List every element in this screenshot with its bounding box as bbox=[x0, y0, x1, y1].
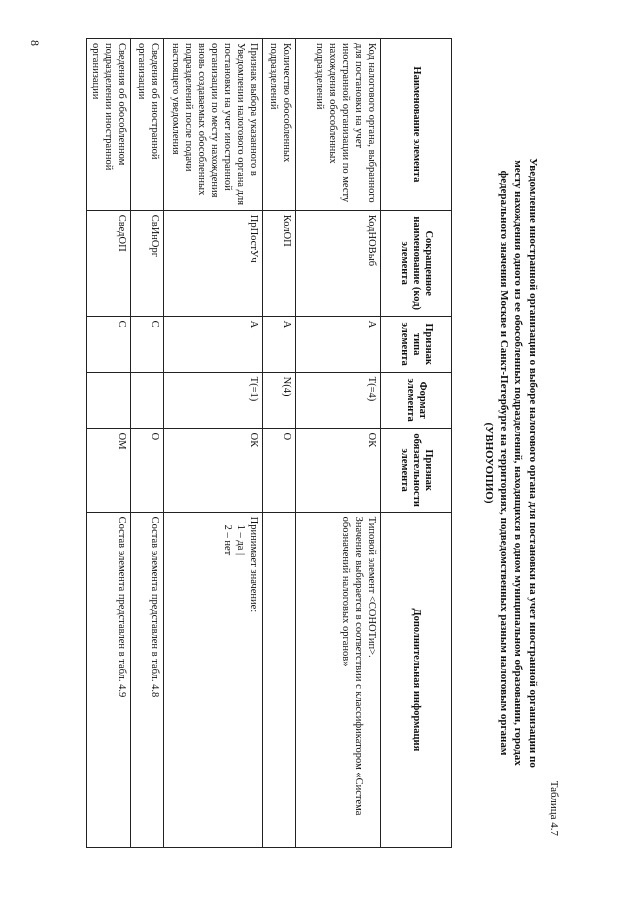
cell-format bbox=[87, 372, 131, 428]
cell-type: А bbox=[164, 316, 263, 372]
cell-name: Сведения об обособленном подразделении иностранной организации bbox=[87, 39, 131, 211]
cell-format: N(4) bbox=[263, 372, 296, 428]
table-header-row bbox=[381, 39, 452, 848]
header-info: Дополнительная информация bbox=[381, 512, 452, 847]
cell-type: А bbox=[296, 316, 381, 372]
table-row bbox=[131, 39, 164, 848]
header-format: Формат элемента bbox=[381, 372, 452, 428]
title-line: (УВНОУОПИО) bbox=[483, 422, 496, 504]
cell-code: КолОП bbox=[263, 210, 296, 316]
cell-info bbox=[131, 512, 164, 847]
cell-required: ОК bbox=[296, 428, 381, 512]
cell-name: Признак выбора указанного в Уведомлении налогового органа для постановки на учет иностранной организации по месту нахождения вновь создаваемых обособленных подразделений после подачи настоящего уведомления bbox=[164, 39, 263, 211]
cell-info bbox=[87, 512, 131, 847]
cell-code: КодНОВыб bbox=[296, 210, 381, 316]
info-line: Типовой элемент <СОНОТип>. bbox=[366, 516, 377, 658]
cell-info bbox=[296, 512, 381, 847]
cell-type: С bbox=[87, 316, 131, 372]
rotated-page-content bbox=[84, 38, 562, 848]
cell-required: О bbox=[263, 428, 296, 512]
header-name: Наименование элемента bbox=[381, 39, 452, 211]
cell-type: С bbox=[131, 316, 164, 372]
info-line: Состав элемента представлен в табл. 4.9 bbox=[116, 516, 127, 698]
cell-required: О bbox=[131, 428, 164, 512]
cell-info bbox=[164, 512, 263, 847]
info-line: Принимает значение: bbox=[248, 516, 259, 613]
cell-name: Количество обособленных подразделений bbox=[263, 39, 296, 211]
table-row bbox=[263, 39, 296, 848]
header-required: Признак обязательности элемента bbox=[381, 428, 452, 512]
cell-name: Сведения об иностранной организации bbox=[131, 39, 164, 211]
cell-info bbox=[263, 512, 296, 847]
info-line: 1 – да | bbox=[235, 524, 246, 556]
header-code: Сокращенное наименование (код) элемента bbox=[381, 210, 452, 316]
page-number: 8 bbox=[28, 40, 42, 46]
title-line: месту нахождения одного из ее обособленных подразделений, находящихся в одном муниципальном образовании, городах bbox=[512, 160, 525, 766]
table-row bbox=[164, 39, 263, 848]
cell-format bbox=[131, 372, 164, 428]
cell-code: ПрПостУч bbox=[164, 210, 263, 316]
elements-table bbox=[86, 38, 452, 848]
title-line: Уведомление иностранной организации о выборе налогового органа для постановки на учет иностранной организации по bbox=[527, 158, 539, 768]
cell-name: Код налогового органа, выбранного для постановки на учет иностранной организации по месту нахождения обособленных подразделений bbox=[296, 39, 381, 211]
info-line: 2 – нет bbox=[222, 524, 233, 556]
cell-code: СведОП bbox=[87, 210, 131, 316]
cell-format: Т(=1) bbox=[164, 372, 263, 428]
title-line: федерального значения Москве и Санкт-Петербурге на территориях, подведомственных разным налоговым органам bbox=[498, 170, 510, 756]
table-row bbox=[87, 39, 131, 848]
cell-type: А bbox=[263, 316, 296, 372]
info-line: Состав элемента представлен в табл. 4.8 bbox=[149, 516, 160, 698]
header-type: Признак типа элемента bbox=[381, 316, 452, 372]
table-label: Таблица 4.7 bbox=[548, 780, 560, 836]
cell-code: СвИнОрг bbox=[131, 210, 164, 316]
table-title bbox=[482, 118, 540, 808]
info-line: Значение выбирается в соответствии с классификатором «Система обозначений налоговых органов» bbox=[340, 516, 364, 816]
table-row bbox=[296, 39, 381, 848]
cell-required: ОМ bbox=[87, 428, 131, 512]
cell-required: ОК bbox=[164, 428, 263, 512]
cell-format: Т(=4) bbox=[296, 372, 381, 428]
